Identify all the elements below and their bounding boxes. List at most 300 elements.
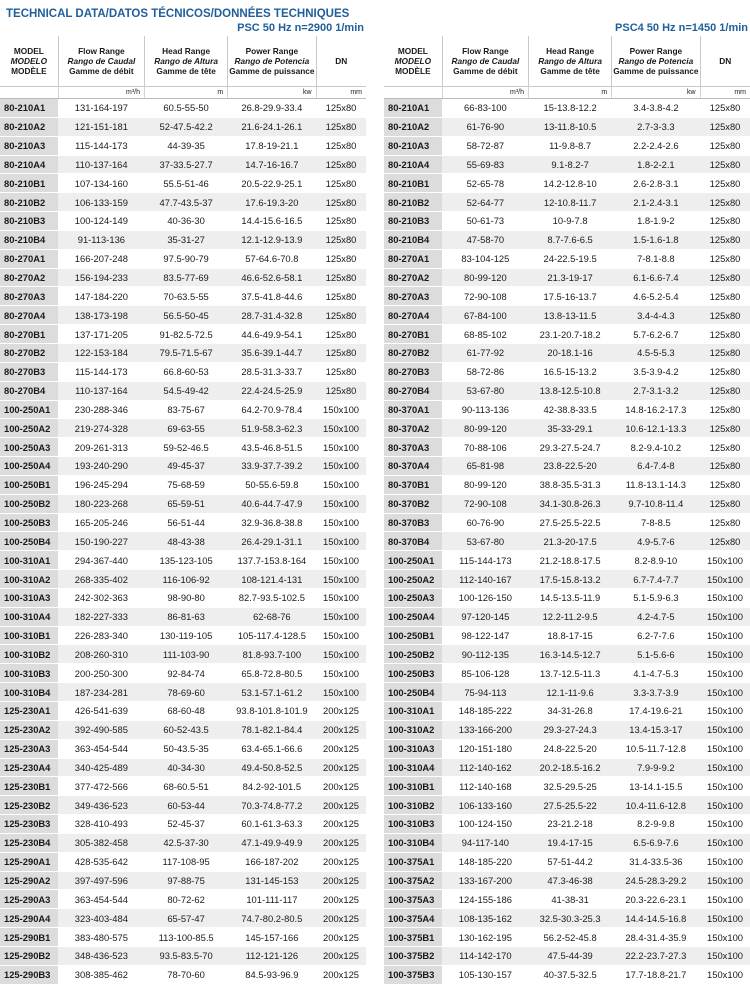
- table-row: [0, 645, 366, 664]
- table-row: [0, 607, 366, 626]
- model-unit: [0, 87, 58, 99]
- dn-cell: 125x80: [700, 381, 750, 400]
- dn-cell: 125x80: [700, 532, 750, 551]
- power-cell: 32.9-36.8-38.8: [228, 513, 316, 532]
- table-row: [0, 890, 366, 909]
- dn-cell: 150x100: [316, 551, 366, 570]
- model-cell: 100-310B2: [0, 645, 58, 664]
- head-cell: 97.5-90-79: [145, 249, 228, 268]
- table-row: [0, 928, 366, 947]
- dn-cell: 200x125: [316, 758, 366, 777]
- power-cell: 51.9-58.3-62.3: [228, 419, 316, 438]
- dn-cell: 150x100: [316, 683, 366, 702]
- table-row: [0, 155, 366, 174]
- model-cell: 80-210A2: [384, 117, 442, 136]
- head-cell: 34.1-30.8-26.3: [529, 494, 612, 513]
- head-cell: 38.8-35.5-31.3: [529, 475, 612, 494]
- head-cell: 35-33-29.1: [529, 419, 612, 438]
- table-row: [0, 400, 366, 419]
- power-cell: 5.7-6.2-6.7: [612, 325, 700, 344]
- model-cell: 80-210A1: [384, 99, 442, 118]
- head-cell: 130-119-105: [145, 626, 228, 645]
- power-cell: 24.5-28.3-29.2: [612, 871, 700, 890]
- power-cell: 17.7-18.8-21.7: [612, 965, 700, 984]
- model-cell: 125-230B2: [0, 796, 58, 815]
- power-cell: 4.5-5-5.3: [612, 343, 700, 362]
- power-cell: 33.9-37.7-39.2: [228, 457, 316, 476]
- table-row: [0, 758, 366, 777]
- flow-cell: 83-104-125: [442, 249, 528, 268]
- flow-cell: 308-385-462: [58, 965, 144, 984]
- dn-cell: 150x100: [700, 739, 750, 758]
- table-row: [0, 683, 366, 702]
- model-cell: 80-210B2: [0, 193, 58, 212]
- model-cell: 100-310B4: [384, 833, 442, 852]
- model-cell: 100-310B1: [384, 777, 442, 796]
- flow-cell: 305-382-458: [58, 833, 144, 852]
- series-caption-psc: PSC 50 Hz n=2900 1/min: [237, 22, 364, 34]
- model-cell: 80-370A4: [384, 457, 442, 476]
- table-row: [0, 739, 366, 758]
- model-header: MODEL MODELO MODÈLE: [0, 36, 58, 87]
- head-cell: 47.3-46-38: [529, 871, 612, 890]
- head-cell: 47.5-44-39: [529, 946, 612, 965]
- table-row: [384, 815, 750, 834]
- flow-header: Flow Range Rango de Caudal Gamme de débit: [442, 36, 528, 87]
- model-cell: 80-370B1: [384, 475, 442, 494]
- model-cell: 80-370A1: [384, 400, 442, 419]
- table-row: [0, 117, 366, 136]
- dn-cell: 125x80: [700, 287, 750, 306]
- head-cell: 17.5-16-13.7: [529, 287, 612, 306]
- head-cell: 17.5-15.8-13.2: [529, 570, 612, 589]
- flow-cell: 166-207-248: [58, 249, 144, 268]
- head-cell: 42-38.8-33.5: [529, 400, 612, 419]
- model-cell: 100-310A2: [0, 570, 58, 589]
- power-cell: 166-187-202: [228, 852, 316, 871]
- head-cell: 68-60-48: [145, 702, 228, 721]
- model-cell: 80-210B3: [384, 212, 442, 231]
- table-row: [384, 965, 750, 984]
- model-cell: 80-210B1: [0, 174, 58, 193]
- head-cell: 60-52-43.5: [145, 720, 228, 739]
- table-row: [0, 230, 366, 249]
- flow-cell: 106-133-159: [58, 193, 144, 212]
- power-cell: 2.7-3-3.3: [612, 117, 700, 136]
- table-row: [0, 343, 366, 362]
- model-cell: 100-310A1: [384, 702, 442, 721]
- flow-cell: 61-77-92: [442, 343, 528, 362]
- dn-cell: 125x80: [700, 325, 750, 344]
- model-cell: 125-290A2: [0, 871, 58, 890]
- power-cell: 13-14.1-15.5: [612, 777, 700, 796]
- dn-cell: 125x80: [700, 362, 750, 381]
- model-cell: 125-230A2: [0, 720, 58, 739]
- head-cell: 60.5-55-50: [145, 99, 228, 118]
- flow-unit: m³/h: [58, 87, 144, 99]
- model-cell: 100-250A3: [0, 438, 58, 457]
- dn-cell: 150x100: [316, 494, 366, 513]
- flow-cell: 98-122-147: [442, 626, 528, 645]
- model-cell: 100-375A2: [384, 871, 442, 890]
- dn-cell: 125x80: [316, 99, 366, 118]
- power-cell: 108-121.4-131: [228, 570, 316, 589]
- dn-cell: 200x125: [316, 871, 366, 890]
- head-cell: 50-43.5-35: [145, 739, 228, 758]
- model-cell: 80-210A3: [0, 136, 58, 155]
- flow-cell: 124-155-186: [442, 890, 528, 909]
- head-cell: 68-60.5-51: [145, 777, 228, 796]
- flow-cell: 80-99-120: [442, 419, 528, 438]
- power-unit: kw: [228, 87, 316, 99]
- model-cell: 80-270B1: [0, 325, 58, 344]
- table-row: [384, 325, 750, 344]
- table-row: [0, 965, 366, 984]
- flow-cell: 53-67-80: [442, 532, 528, 551]
- head-cell: 44-39-35: [145, 136, 228, 155]
- head-cell: 41-38-31: [529, 890, 612, 909]
- dn-cell: 150x100: [700, 645, 750, 664]
- dn-cell: 150x100: [700, 758, 750, 777]
- head-cell: 70-63.5-55: [145, 287, 228, 306]
- model-cell: 125-230A4: [0, 758, 58, 777]
- dn-cell: 150x100: [700, 588, 750, 607]
- flow-cell: 50-61-73: [442, 212, 528, 231]
- dn-cell: 125x80: [316, 117, 366, 136]
- table-row: [0, 193, 366, 212]
- dn-cell: 150x100: [700, 946, 750, 965]
- table-row: [0, 99, 366, 118]
- power-cell: 12.1-12.9-13.9: [228, 230, 316, 249]
- power-cell: 37.5-41.8-44.6: [228, 287, 316, 306]
- flow-cell: 112-140-162: [442, 758, 528, 777]
- table-row: [384, 212, 750, 231]
- model-cell: 80-270A4: [0, 306, 58, 325]
- flow-cell: 208-260-310: [58, 645, 144, 664]
- flow-cell: 392-490-585: [58, 720, 144, 739]
- flow-cell: 110-137-164: [58, 381, 144, 400]
- head-cell: 93.5-83.5-70: [145, 946, 228, 965]
- table-row: [384, 136, 750, 155]
- flow-cell: 58-72-87: [442, 136, 528, 155]
- dn-cell: 150x100: [316, 419, 366, 438]
- table-row: [384, 381, 750, 400]
- flow-cell: 121-151-181: [58, 117, 144, 136]
- table-row: [0, 438, 366, 457]
- power-cell: 6.5-6.9-7.6: [612, 833, 700, 852]
- flow-cell: 90-113-136: [442, 400, 528, 419]
- power-cell: 2.1-2.4-3.1: [612, 193, 700, 212]
- model-cell: 125-230B4: [0, 833, 58, 852]
- flow-cell: 148-185-222: [442, 702, 528, 721]
- model-cell: 125-290B1: [0, 928, 58, 947]
- flow-cell: 180-223-268: [58, 494, 144, 513]
- power-cell: 20.5-22.9-25.1: [228, 174, 316, 193]
- power-cell: 62-68-76: [228, 607, 316, 626]
- series-caption-psc4: PSC4 50 Hz n=1450 1/min: [615, 22, 748, 34]
- flow-cell: 72-90-108: [442, 494, 528, 513]
- table-row: [384, 513, 750, 532]
- model-cell: 100-310B1: [0, 626, 58, 645]
- dn-cell: 150x100: [700, 796, 750, 815]
- model-cell: 125-230B3: [0, 815, 58, 834]
- model-cell: 125-230B1: [0, 777, 58, 796]
- flow-cell: 100-124-150: [442, 815, 528, 834]
- power-cell: 8.2-9-9.8: [612, 815, 700, 834]
- flow-cell: 100-126-150: [442, 588, 528, 607]
- dn-cell: 125x80: [700, 438, 750, 457]
- head-cell: 29.3-27.5-24.7: [529, 438, 612, 457]
- table-row: [384, 833, 750, 852]
- flow-cell: 209-261-313: [58, 438, 144, 457]
- flow-cell: 363-454-544: [58, 890, 144, 909]
- head-cell: 27.5-25.5-22: [529, 796, 612, 815]
- model-cell: 80-210A3: [384, 136, 442, 155]
- model-cell: 100-310A3: [384, 739, 442, 758]
- dn-cell: 150x100: [700, 720, 750, 739]
- power-cell: 3.5-3.9-4.2: [612, 362, 700, 381]
- dn-cell: 150x100: [700, 607, 750, 626]
- power-cell: 93.8-101.8-101.9: [228, 702, 316, 721]
- table-row: [384, 588, 750, 607]
- flow-cell: 67-84-100: [442, 306, 528, 325]
- power-cell: 17.6-19.3-20: [228, 193, 316, 212]
- model-cell: 100-250A1: [0, 400, 58, 419]
- dn-cell: 150x100: [316, 664, 366, 683]
- head-cell: 18.8-17-15: [529, 626, 612, 645]
- model-cell: 100-310B4: [0, 683, 58, 702]
- flow-cell: 187-234-281: [58, 683, 144, 702]
- dn-cell: 200x125: [316, 833, 366, 852]
- model-cell: 100-250B4: [384, 683, 442, 702]
- head-cell: 48-43-38: [145, 532, 228, 551]
- model-cell: 80-270B4: [0, 381, 58, 400]
- table-row: [0, 796, 366, 815]
- table-row: [0, 570, 366, 589]
- dn-cell: 150x100: [700, 551, 750, 570]
- flow-cell: 165-205-246: [58, 513, 144, 532]
- model-header: MODEL MODELO MODÈLE: [384, 36, 442, 87]
- dn-cell: 150x100: [316, 532, 366, 551]
- power-cell: 63.4-65.1-66.6: [228, 739, 316, 758]
- flow-cell: 200-250-300: [58, 664, 144, 683]
- dn-cell: 125x80: [316, 249, 366, 268]
- psc4-1450-panel: [384, 22, 750, 985]
- model-cell: 100-375B1: [384, 928, 442, 947]
- power-cell: 7-8-8.5: [612, 513, 700, 532]
- head-cell: 21.2-18.8-17.5: [529, 551, 612, 570]
- head-cell: 80-72-62: [145, 890, 228, 909]
- power-cell: 78.1-82.1-84.4: [228, 720, 316, 739]
- flow-cell: 131-164-197: [58, 99, 144, 118]
- table-row: [384, 796, 750, 815]
- dn-cell: 200x125: [316, 928, 366, 947]
- power-cell: 6.1-6.6-7.4: [612, 268, 700, 287]
- table-row: [0, 325, 366, 344]
- flow-cell: 242-302-363: [58, 588, 144, 607]
- table-row: [384, 777, 750, 796]
- power-cell: 44.6-49.9-54.1: [228, 325, 316, 344]
- power-cell: 8.2-8.9-10: [612, 551, 700, 570]
- flow-cell: 105-130-157: [442, 965, 528, 984]
- model-cell: 100-250A1: [384, 551, 442, 570]
- model-cell: 80-370B3: [384, 513, 442, 532]
- flow-cell: 323-403-484: [58, 909, 144, 928]
- dn-cell: 125x80: [700, 475, 750, 494]
- dn-cell: 200x125: [316, 946, 366, 965]
- power-cell: 13.4-15.3-17: [612, 720, 700, 739]
- dn-cell: 150x100: [316, 475, 366, 494]
- power-cell: 2.2-2.4-2.6: [612, 136, 700, 155]
- table-row: [384, 570, 750, 589]
- head-cell: 92-84-74: [145, 664, 228, 683]
- table-row: [384, 249, 750, 268]
- dn-cell: 125x80: [700, 343, 750, 362]
- table-row: [384, 946, 750, 965]
- table-row: [384, 532, 750, 551]
- flow-cell: 112-140-167: [442, 570, 528, 589]
- flow-cell: 377-472-566: [58, 777, 144, 796]
- table-row: [0, 588, 366, 607]
- head-cell: 34-31-26.8: [529, 702, 612, 721]
- table-row: [384, 438, 750, 457]
- table-row: [0, 720, 366, 739]
- flow-cell: 138-173-198: [58, 306, 144, 325]
- model-cell: 100-250B3: [0, 513, 58, 532]
- dn-cell: 125x80: [700, 117, 750, 136]
- flow-cell: 130-162-195: [442, 928, 528, 947]
- table-row: [0, 212, 366, 231]
- head-cell: 10-9-7.8: [529, 212, 612, 231]
- flow-cell: 120-151-180: [442, 739, 528, 758]
- table-row: [0, 306, 366, 325]
- flow-cell: 58-72-86: [442, 362, 528, 381]
- head-cell: 66.8-60-53: [145, 362, 228, 381]
- power-cell: 9.7-10.8-11.4: [612, 494, 700, 513]
- head-cell: 24.8-22.5-20: [529, 739, 612, 758]
- table-row: [0, 268, 366, 287]
- dn-cell: 125x80: [700, 268, 750, 287]
- power-cell: 112-121-126: [228, 946, 316, 965]
- flow-cell: 52-64-77: [442, 193, 528, 212]
- power-cell: 46.6-52.6-58.1: [228, 268, 316, 287]
- model-cell: 80-210A4: [384, 155, 442, 174]
- table-row: [384, 871, 750, 890]
- head-cell: 13.8-13-11.5: [529, 306, 612, 325]
- power-cell: 26.8-29.9-33.4: [228, 99, 316, 118]
- model-cell: 100-310A2: [384, 720, 442, 739]
- flow-cell: 294-367-440: [58, 551, 144, 570]
- head-cell: 20.2-18.5-16.2: [529, 758, 612, 777]
- head-cell: 13-11.8-10.5: [529, 117, 612, 136]
- table-row: [0, 174, 366, 193]
- flow-cell: 112-140-168: [442, 777, 528, 796]
- head-cell: 14.2-12.8-10: [529, 174, 612, 193]
- head-cell: 12.1-11-9.6: [529, 683, 612, 702]
- head-cell: 11-9.8-8.7: [529, 136, 612, 155]
- flow-cell: 97-120-145: [442, 607, 528, 626]
- dn-cell: 125x80: [316, 306, 366, 325]
- head-header: Head Range Rango de Altura Gamme de tête: [529, 36, 612, 87]
- table-row: [384, 645, 750, 664]
- flow-cell: 219-274-328: [58, 419, 144, 438]
- power-cell: 11.8-13.1-14.3: [612, 475, 700, 494]
- model-cell: 100-250A3: [384, 588, 442, 607]
- power-cell: 28.7-31.4-32.8: [228, 306, 316, 325]
- head-cell: 78-69-60: [145, 683, 228, 702]
- table-row: [0, 852, 366, 871]
- dn-unit: mm: [316, 87, 366, 99]
- model-cell: 100-250B4: [0, 532, 58, 551]
- psc-2900-panel: [0, 22, 366, 985]
- dn-cell: 125x80: [316, 362, 366, 381]
- power-cell: 4.9-5.7-6: [612, 532, 700, 551]
- head-unit: m: [529, 87, 612, 99]
- head-cell: 15-13.8-12.2: [529, 99, 612, 118]
- dn-cell: 150x100: [700, 815, 750, 834]
- head-cell: 27.5-25.5-22.5: [529, 513, 612, 532]
- model-cell: 80-270A3: [384, 287, 442, 306]
- model-cell: 100-310A4: [0, 607, 58, 626]
- dn-cell: 125x80: [700, 136, 750, 155]
- power-cell: 17.8-19-21.1: [228, 136, 316, 155]
- head-cell: 52-45-37: [145, 815, 228, 834]
- head-cell: 23.8-22.5-20: [529, 457, 612, 476]
- head-cell: 16.3-14.5-12.7: [529, 645, 612, 664]
- head-cell: 69-63-55: [145, 419, 228, 438]
- table-row: [0, 494, 366, 513]
- flow-cell: 68-85-102: [442, 325, 528, 344]
- power-cell: 84.2-92-101.5: [228, 777, 316, 796]
- power-cell: 3.4-4-4.3: [612, 306, 700, 325]
- table-row: [0, 419, 366, 438]
- head-cell: 52-47.5-42.2: [145, 117, 228, 136]
- model-cell: 125-290A4: [0, 909, 58, 928]
- model-cell: 100-310B3: [384, 815, 442, 834]
- head-cell: 21.3-19-17: [529, 268, 612, 287]
- table-row: [0, 136, 366, 155]
- power-cell: 49.4-50.8-52.5: [228, 758, 316, 777]
- power-cell: 22.4-24.5-25.9: [228, 381, 316, 400]
- psc-table-body: [0, 99, 366, 985]
- power-cell: 8.2-9.4-10.2: [612, 438, 700, 457]
- power-cell: 1.5-1.6-1.8: [612, 230, 700, 249]
- page-title: TECHNICAL DATA/DATOS TÉCNICOS/DONNÉES TECHNIQUES: [6, 8, 350, 20]
- dn-cell: 125x80: [700, 306, 750, 325]
- table-row: [0, 626, 366, 645]
- model-cell: 125-230A3: [0, 739, 58, 758]
- flow-cell: 115-144-173: [58, 362, 144, 381]
- table-row: [384, 551, 750, 570]
- dn-unit: mm: [700, 87, 750, 99]
- table-row: [0, 777, 366, 796]
- power-header: Power Range Rango de Potencia Gamme de puissance: [228, 36, 316, 87]
- flow-cell: 426-541-639: [58, 702, 144, 721]
- head-unit: m: [145, 87, 228, 99]
- psc4-data-table: [384, 36, 750, 985]
- power-cell: 50-55.6-59.8: [228, 475, 316, 494]
- flow-cell: 428-535-642: [58, 852, 144, 871]
- power-cell: 57-64.6-70.8: [228, 249, 316, 268]
- flow-cell: 268-335-402: [58, 570, 144, 589]
- table-row: [384, 626, 750, 645]
- head-cell: 13.7-12.5-11.3: [529, 664, 612, 683]
- model-cell: 80-210A1: [0, 99, 58, 118]
- head-cell: 111-103-90: [145, 645, 228, 664]
- dn-cell: 125x80: [700, 494, 750, 513]
- flow-cell: 196-245-294: [58, 475, 144, 494]
- dn-cell: 150x100: [316, 438, 366, 457]
